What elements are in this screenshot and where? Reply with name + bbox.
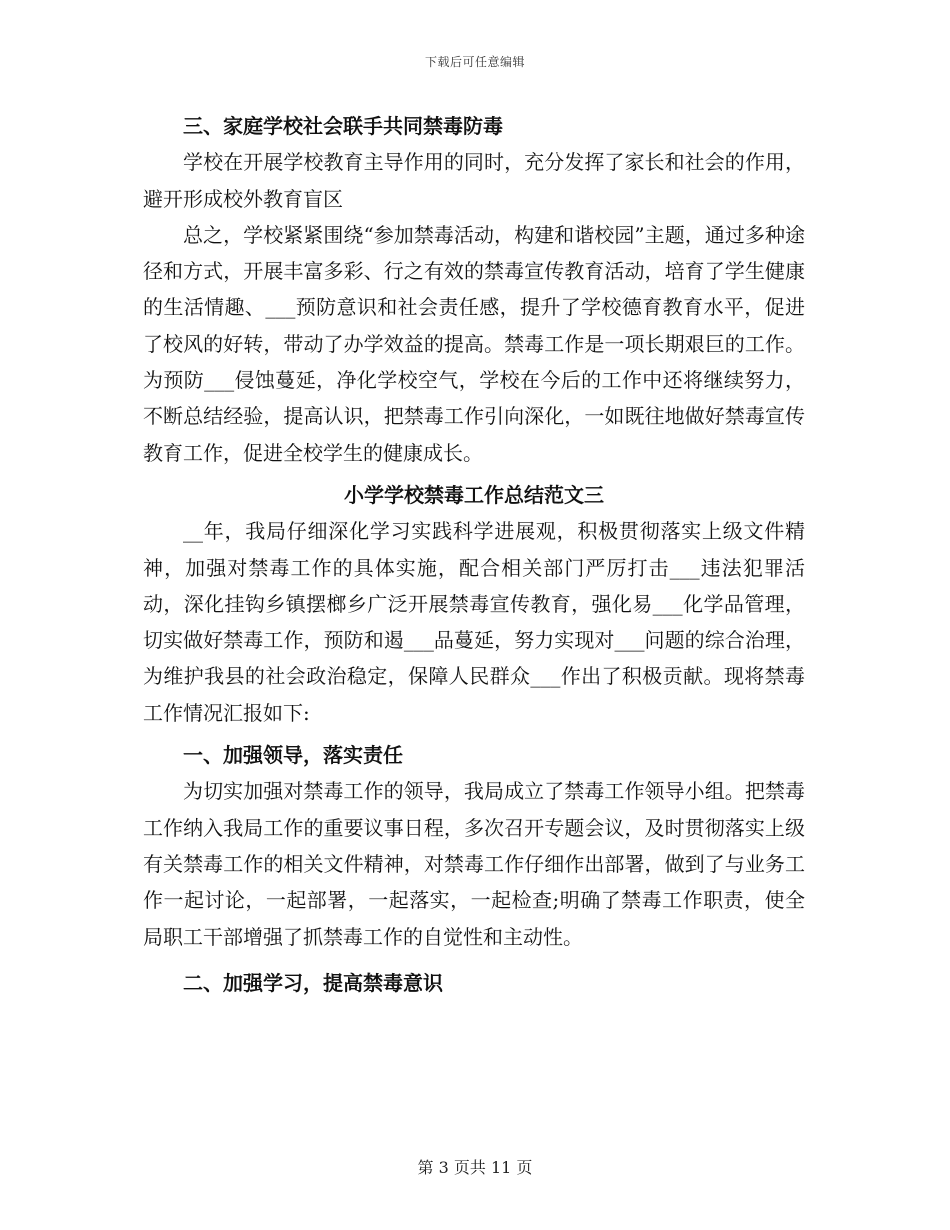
document-body — [143, 108, 805, 1001]
document-title: 小学学校禁毒工作总结范文三 — [344, 482, 604, 507]
section-heading-2: 二、加强学习，提高禁毒意识 — [183, 970, 443, 995]
intro-paragraph: __年，我局仔细深化学习实践科学进展观，积极贯彻落实上级文件精神，加强对禁毒工作的具体实施，配合相关部门严厉打击___违法犯罪活动，深化挂钩乡镇摆榔乡广泛开展禁毒宣传教育，强化易___化学品管理，切实做好禁毒工作，预防和遏___品蔓延，努力实现对___问题的综合治理，为维护我县的社会政治稳定，保障人民群众___作出了积极贡献。现将禁毒工作情况汇报如下: — [143, 519, 805, 725]
page-number-footer: 第 3 页共 11 页 — [417, 1158, 533, 1177]
section-3-paragraph: 学校在开展学校教育主导作用的同时，充分发挥了家长和社会的作用，避开形成校外教育盲区 — [143, 150, 805, 211]
section-heading-3: 三、家庭学校社会联手共同禁毒防毒 — [183, 114, 503, 138]
section-heading-1: 一、加强领导，落实责任 — [183, 743, 403, 768]
summary-paragraph: 总之，学校紧紧围绕“参加禁毒活动，构建和谐校园”主题，通过多种途径和方式，开展丰富多彩、行之有效的禁毒宣传教育活动，培育了学生健康的生活情趣、___预防意识和社会责任感，提升了学校德育教育水平，促进了校风的好转，带动了办学效益的提高。禁毒工作是一项长期艰巨的工作。为预防___侵蚀蔓延，净化学校空气，学校在今后的工作中还将继续努力，不断总结经验，提高认识，把禁毒工作引向深化，一如既往地做好禁毒宣传教育工作，促进全校学生的健康成长。 — [143, 222, 805, 465]
page-header-note: 下载后可任意编辑 — [424, 55, 525, 69]
section-1-paragraph: 为切实加强对禁毒工作的领导，我局成立了禁毒工作领导小组。把禁毒工作纳入我局工作的重要议事日程，多次召开专题会议，及时贯彻落实上级有关禁毒工作的相关文件精神，对禁毒工作仔细作出部署，做到了与业务工作一起讨论，一起部署，一起落实，一起检查;明确了禁毒工作职责，使全局职工干部增强了抓禁毒工作的自觉性和主动性。 — [143, 779, 805, 949]
